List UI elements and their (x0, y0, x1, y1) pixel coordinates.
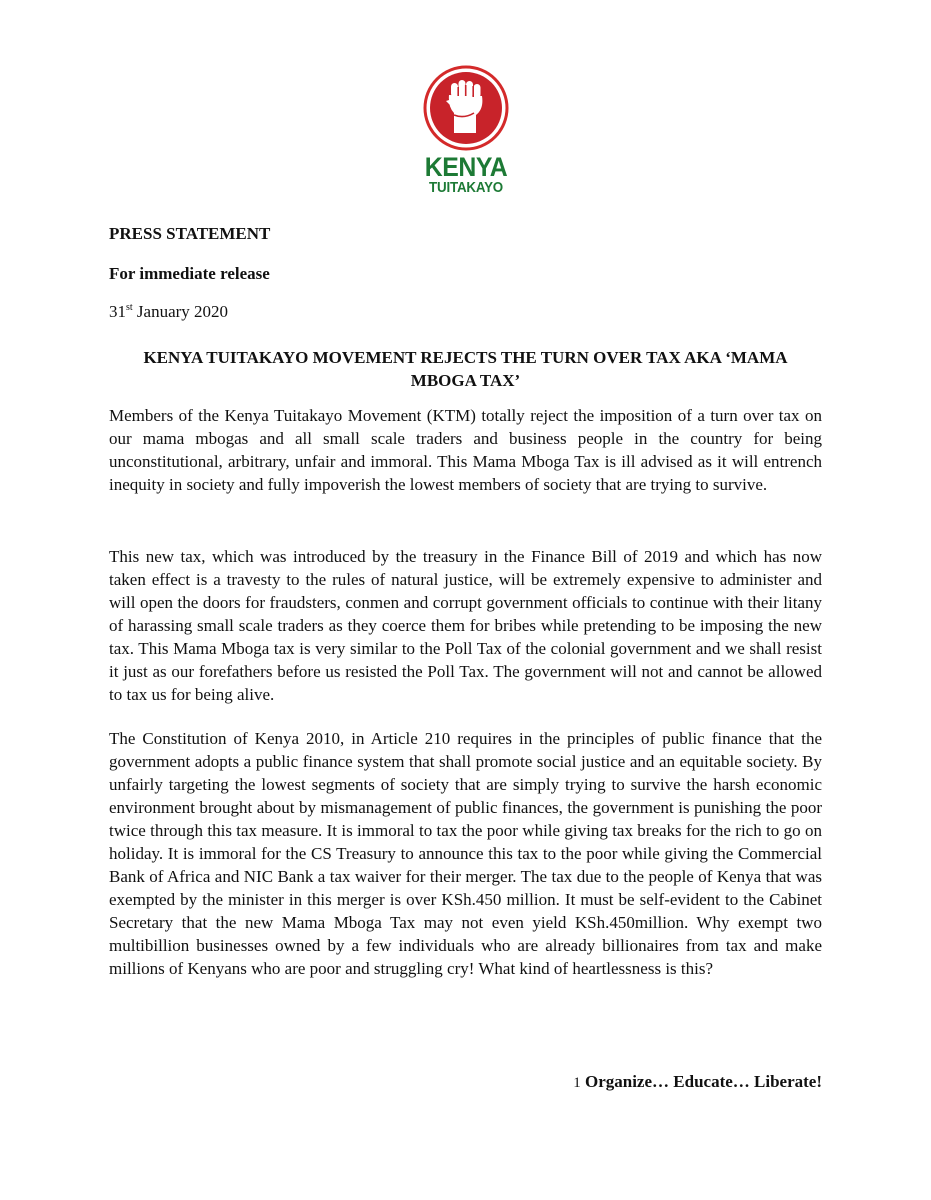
kenya-tuitakayo-logo (418, 65, 514, 201)
logo-wordmark-kenya: KENYA (424, 152, 508, 182)
body-paragraph-3: The Constitution of Kenya 2010, in Article 210 requires in the principles of public finance that the government adopts a public finance system that shall promote social justice and an equitable society. By unfairly targeting the lowest segments of society that are simply trying to survive the harsh economic environment brought about by mismanagement of public finances, the government is punishing the poor twice through this tax measure. It is immoral to tax the poor while giving tax breaks for the rich to go on holiday. It is immoral for the CS Treasury to announce this tax to the poor while giving the Commercial Bank of Africa and NIC Bank a tax waiver for their merger. The tax due to the people of Kenya that was exempted by the minister in this merger is over KSh.450 million. It must be self-evident to the Cabinet Secretary that the new Mama Mboga Tax may not even yield KSh.450million. Why exempt two multibillion businesses owned by a few individuals who are already billionaires from tax and make millions of Kenyans who are poor and struggling cry! What kind of heartlessness is this? (109, 729, 822, 978)
date-suffix: st (126, 302, 133, 313)
date-month-year: January 2020 (132, 302, 229, 321)
footer (573, 1072, 822, 1093)
statement-title: KENYA TUITAKAYO MOVEMENT REJECTS THE TURN OVER TAX AKA ‘MAMA MBOGA TAX’ (143, 348, 788, 390)
logo-wordmark-tuitakayo: TUITAKAYO (429, 180, 503, 196)
raised-fist-icon (418, 65, 514, 155)
statement-date (109, 302, 228, 322)
body-paragraph-1: Members of the Kenya Tuitakayo Movement (KTM) totally reject the imposition of a turn over tax on our mama mbogas and all small scale traders and business people in the country for being unconstitutional, arbitrary, unfair and immoral. This Mama Mboga Tax is ill advised as it will entrench inequity in society and fully impoverish the lowest members of society that are trying to survive. (109, 406, 822, 494)
press-statement-label: PRESS STATEMENT (109, 224, 271, 243)
page-number: 1 (573, 1075, 581, 1091)
body-paragraph-2: This new tax, which was introduced by the treasury in the Finance Bill of 2019 and which has now taken effect is a travesty to the rules of natural justice, will be extremely expensive to administer and will open the doors for fraudsters, conmen and corrupt government officials to continue with their litany of harassing small scale traders as they coerce them for bribes while pretending to be imposing the new tax. This Mama Mboga tax is very similar to the Poll Tax of the colonial government and we shall resist it just as our forefathers before us resisted the Poll Tax. The government will not and cannot be allowed to tax us for being alive. (109, 547, 822, 704)
release-note: For immediate release (109, 264, 270, 283)
footer-motto: Organize… Educate… Liberate! (584, 1072, 822, 1091)
date-day: 31 (109, 302, 126, 321)
